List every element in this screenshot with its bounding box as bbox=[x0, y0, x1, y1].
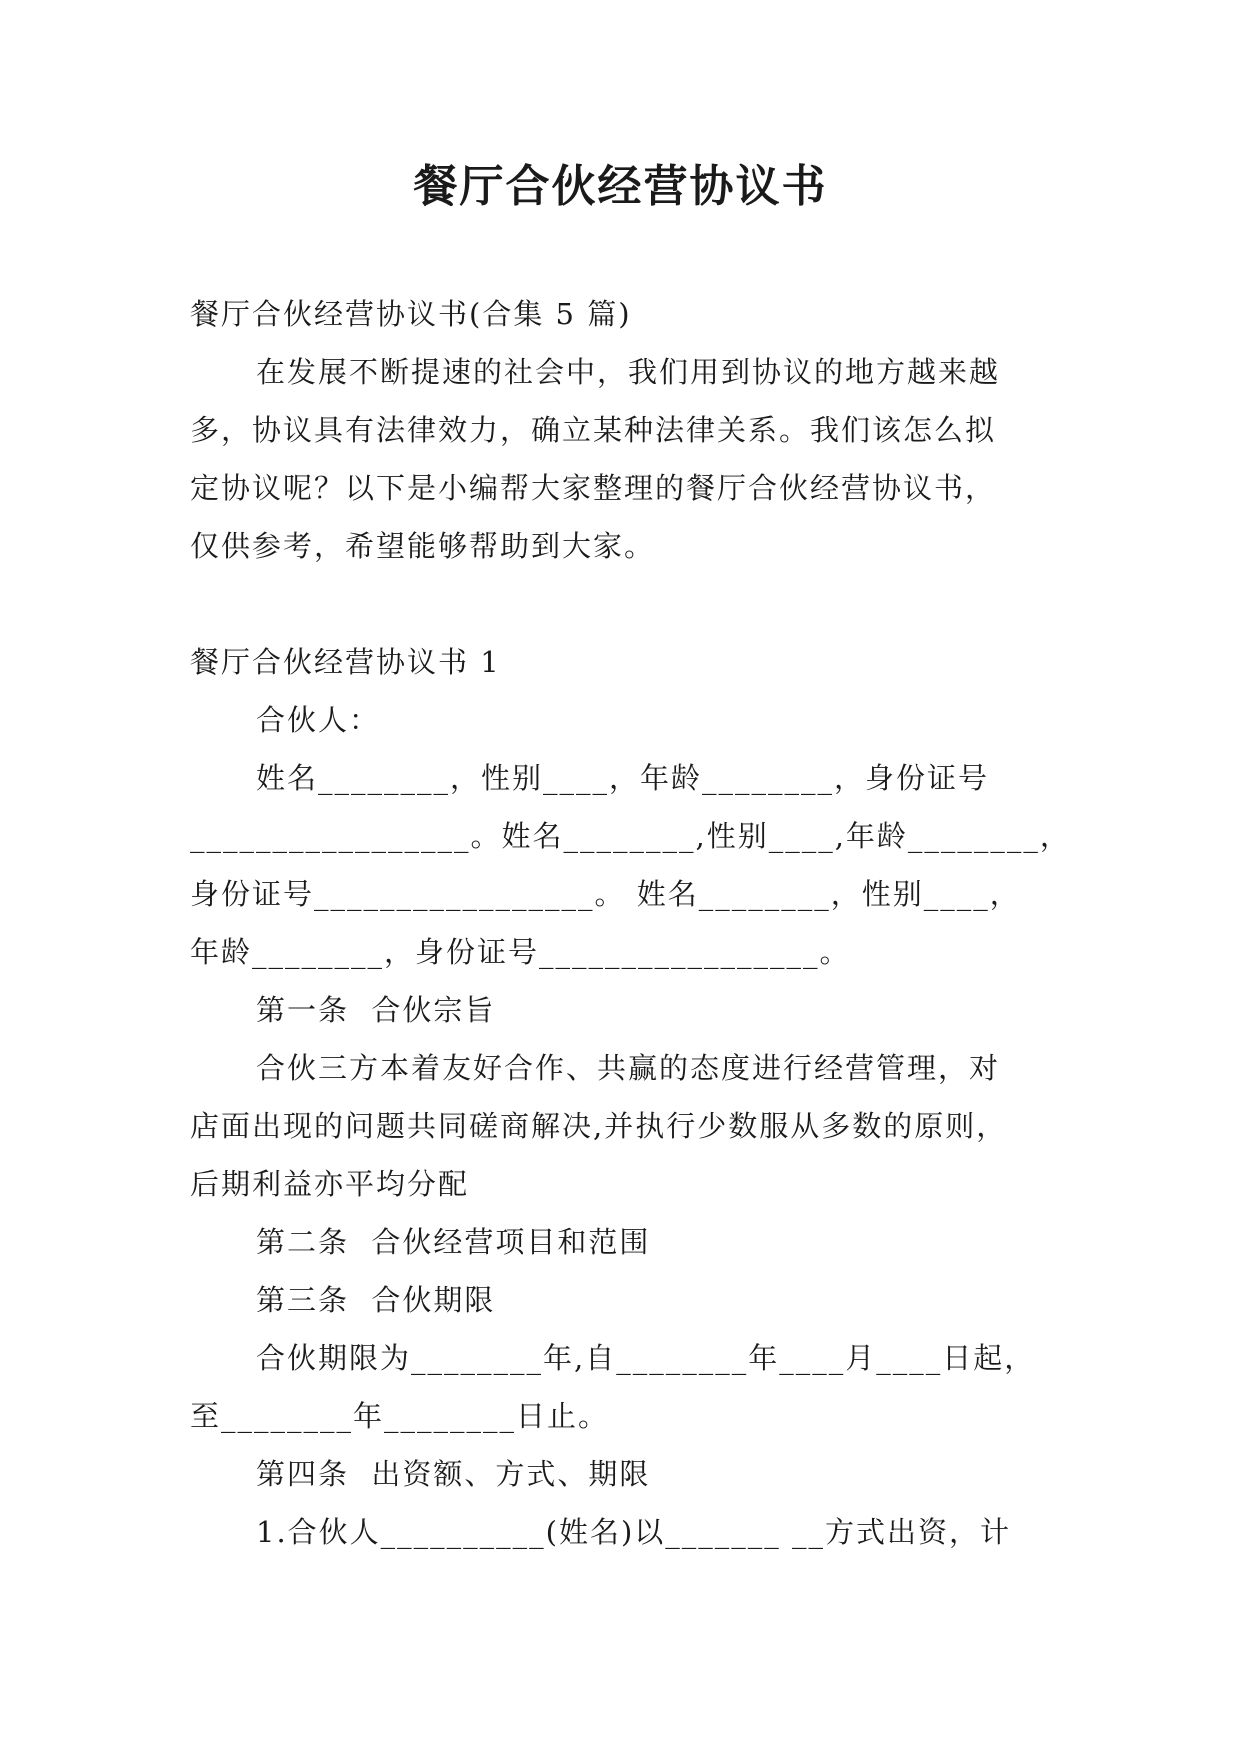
text-line: 姓名________，性别____，年龄________，身份证号 bbox=[256, 761, 990, 795]
document-title: 餐厅合伙经营协议书 bbox=[413, 161, 828, 212]
text-line: _________________。姓名________,性别____,年龄________， bbox=[190, 819, 1071, 853]
text-line: 餐厅合伙经营协议书(合集 5 篇) bbox=[190, 297, 632, 331]
text-line: 第三条 合伙期限 bbox=[256, 1283, 496, 1317]
text-line: 后期利益亦平均分配 bbox=[190, 1167, 470, 1201]
text-line: 仅供参考，希望能够帮助到大家。 bbox=[190, 529, 656, 563]
text-line: 店面出现的问题共同磋商解决,并执行少数服从多数的原则， bbox=[190, 1109, 1008, 1143]
text-line: 年龄________，身份证号_________________。 bbox=[190, 935, 851, 969]
text-line: 1.合伙人__________(姓名)以_______ __方式出资，计 bbox=[256, 1515, 1012, 1549]
text-line: 合伙人： bbox=[256, 703, 381, 737]
text-line: 合伙期限为________年,自________年____月____日起， bbox=[256, 1341, 1036, 1375]
document-body bbox=[190, 285, 1071, 1561]
text-line: 第一条 合伙宗旨 bbox=[256, 993, 496, 1027]
text-line: 定协议呢？以下是小编帮大家整理的餐厅合伙经营协议书， bbox=[190, 471, 997, 505]
text-line: 身份证号_________________。 姓名________，性别____， bbox=[190, 877, 1021, 911]
text-line: 在发展不断提速的社会中，我们用到协议的地方越来越 bbox=[256, 355, 1001, 389]
text-line: 至________年________日止。 bbox=[190, 1399, 610, 1433]
text-line: 餐厅合伙经营协议书 1 bbox=[190, 645, 501, 679]
text-line: 多，协议具有法律效力，确立某种法律关系。我们该怎么拟 bbox=[190, 413, 997, 447]
text-line: 第二条 合伙经营项目和范围 bbox=[256, 1225, 651, 1259]
paragraph-gap bbox=[190, 575, 1060, 633]
text-line: 合伙三方本着友好合作、共赢的态度进行经营管理，对 bbox=[256, 1051, 1001, 1085]
text-line: 第四条 出资额、方式、期限 bbox=[256, 1457, 651, 1491]
